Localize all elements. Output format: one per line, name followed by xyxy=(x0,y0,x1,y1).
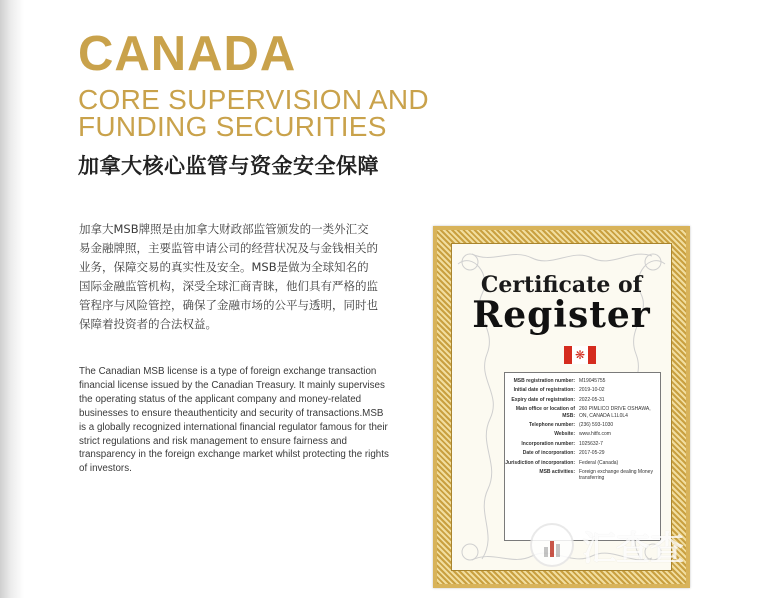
maple-leaf-icon: ❋ xyxy=(574,348,586,362)
row-value: 2022-05-31 xyxy=(579,396,605,403)
row-value: Foreign exchange dealing Money transferring xyxy=(579,469,653,482)
english-paragraph: The Canadian MSB license is a type of foreign exchange transaction financial license issued by the Canadian Treasury. It mainly supervises the operating status of the applicant company and money-related businesses to ensure theauthenticity and security of transactions.MSB is a globally recognized international financial regulator famous for their strict regulations and risk management to ensure fairness and transparency in the foreign exchange market whilst protecting the rights of investors. xyxy=(79,366,389,475)
registration-row xyxy=(505,397,660,403)
row-label: Initial date of registration: xyxy=(513,387,575,394)
row-value: 1025632-7 xyxy=(579,440,603,447)
watermark-text: 汇查查 xyxy=(582,528,684,569)
canada-flag xyxy=(564,346,596,364)
registration-row xyxy=(505,441,660,447)
chinese-title: 加拿大核心监管与资金安全保障 xyxy=(78,154,379,178)
registration-row xyxy=(505,431,660,437)
watermark-logo xyxy=(530,520,740,570)
registration-row xyxy=(505,460,660,466)
registration-row xyxy=(505,422,660,428)
certificate-title-line-2: Register xyxy=(472,294,651,336)
row-label: MSB activities: xyxy=(539,469,575,476)
registration-row xyxy=(505,450,660,456)
certificate-title-line-1: Certificate of xyxy=(480,272,643,298)
row-value: M19045755 xyxy=(579,378,606,384)
page-edge-shadow xyxy=(0,0,24,598)
row-value: 2017-05-29 xyxy=(579,450,605,457)
page-subtitle xyxy=(78,86,458,140)
subtitle-line-2: FUNDING SECURITIES xyxy=(78,111,387,142)
registration-details xyxy=(504,372,661,541)
row-label: Website: xyxy=(554,431,575,438)
row-label: Main office or location of MSB: xyxy=(515,406,575,419)
row-value: www.hitfx.com xyxy=(579,431,611,438)
registration-row xyxy=(505,406,660,419)
row-label: Telephone number: xyxy=(528,422,575,429)
page-title: CANADA xyxy=(78,27,297,81)
registration-row xyxy=(505,378,660,384)
row-value: 260 PIMLICO DRIVE OSHAWA, ON, CANADA L1L0L4 xyxy=(579,406,651,419)
registration-row xyxy=(505,387,660,393)
row-value: Federal (Canada) xyxy=(579,459,619,466)
row-label: MSB registration number: xyxy=(513,378,575,384)
row-value: (236) 593-1030 xyxy=(579,422,614,429)
row-label: Date of incorporation: xyxy=(522,450,575,457)
row-label: Jurisdiction of incorporation: xyxy=(505,459,575,466)
row-label: Expiry date of registration: xyxy=(511,396,575,403)
row-value: 2019-10-02 xyxy=(579,387,605,394)
chinese-paragraph: 加拿大MSB牌照是由加拿大财政部监管颁发的一类外汇交易金融牌照，主要监管申请公司的经营状况及与金钱相关的业务，保障交易的真实性及安全。MSB是做为全球知名的国际金融监管机构，深受全球汇商青睐，他们具有严格的监管程序与风险管控，确保了金融市场的公平与透明，同时也保障着投资者的合法权益。 xyxy=(79,222,378,331)
registration-row xyxy=(505,469,660,482)
row-label: Incorporation number: xyxy=(521,440,575,447)
subtitle-line-1: CORE SUPERVISION AND xyxy=(78,84,429,115)
watermark-chart-icon xyxy=(530,523,574,567)
